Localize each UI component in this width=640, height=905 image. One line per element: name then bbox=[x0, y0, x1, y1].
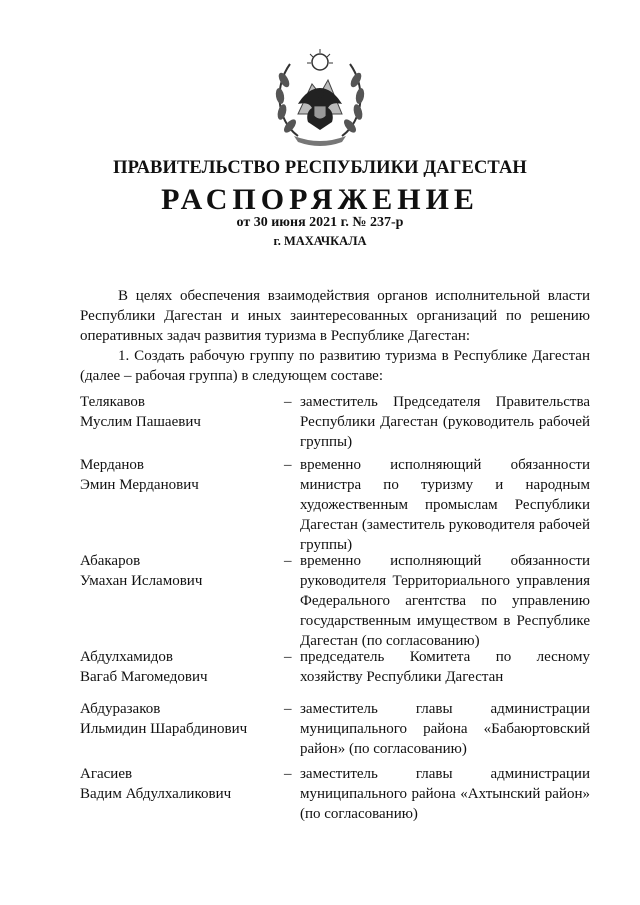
org-title: ПРАВИТЕЛЬСТВО РЕСПУБЛИКИ ДАГЕСТАН bbox=[113, 158, 527, 178]
member-dash: – bbox=[284, 394, 292, 410]
document-date-number: от 30 июня 2021 г. № 237-р bbox=[236, 215, 404, 230]
item-1-paragraph: 1. Создать рабочую группу по развитию туризма в Республике Дагестан (далее – рабочая группа) в следующем составе: bbox=[80, 348, 590, 384]
member-name bbox=[80, 392, 280, 432]
intro-paragraph: В целях обеспечения взаимодействия органов исполнительной власти Республики Дагестан и иных заинтересованных организаций по решению оперативных задач развития туризма в Республике Дагестан: bbox=[80, 288, 590, 344]
member-surname: Абдуразаков bbox=[80, 701, 161, 717]
member-role: временно исполняющий обязанности руководителя Территориального управления Федерального агентства по управлению государственным имуществом в Республике Дагестан (по согласованию) bbox=[300, 553, 590, 649]
member-given-name: Ильмидин Шарабдинович bbox=[80, 721, 248, 737]
member-role: заместитель Председателя Правительства Республики Дагестан (руководитель рабочей группы) bbox=[300, 394, 590, 450]
dagestan-coat-of-arms-icon bbox=[268, 44, 372, 148]
document-type-title: РАСПОРЯЖЕНИЕ bbox=[161, 183, 479, 216]
member-given-name: Вагаб Магомедович bbox=[80, 669, 208, 685]
member-surname: Мерданов bbox=[80, 457, 144, 473]
member-name bbox=[80, 455, 280, 495]
member-name bbox=[80, 647, 280, 687]
document-city: г. МАХАЧКАЛА bbox=[273, 234, 367, 248]
member-given-name: Муслим Пашаевич bbox=[80, 414, 201, 430]
member-dash: – bbox=[284, 766, 292, 782]
member-name bbox=[80, 551, 280, 591]
member-name bbox=[80, 764, 280, 804]
member-role: заместитель главы администрации муниципального района «Ахтынский район» (по согласованию) bbox=[300, 766, 590, 822]
member-surname: Агасиев bbox=[80, 766, 133, 782]
member-role: заместитель главы администрации муниципального района «Бабаюртовский район» (по согласованию) bbox=[300, 701, 590, 757]
member-given-name: Эмин Мерданович bbox=[80, 477, 199, 493]
member-dash: – bbox=[284, 553, 292, 569]
member-surname: Абдулхамидов bbox=[80, 649, 173, 665]
member-role: временно исполняющий обязанности министра по туризму и народным художественным промыслам Республики Дагестан (заместитель руководителя рабочей группы) bbox=[300, 457, 590, 553]
member-name bbox=[80, 699, 280, 739]
member-dash: – bbox=[284, 701, 292, 717]
member-given-name: Вадим Абдулхаликович bbox=[80, 786, 232, 802]
member-role: председатель Комитета по лесному хозяйству Республики Дагестан bbox=[300, 649, 590, 685]
member-dash: – bbox=[284, 457, 292, 473]
member-given-name: Умахан Исламович bbox=[80, 573, 203, 589]
member-surname: Телякавов bbox=[80, 394, 145, 410]
member-surname: Абакаров bbox=[80, 553, 141, 569]
member-dash: – bbox=[284, 649, 292, 665]
